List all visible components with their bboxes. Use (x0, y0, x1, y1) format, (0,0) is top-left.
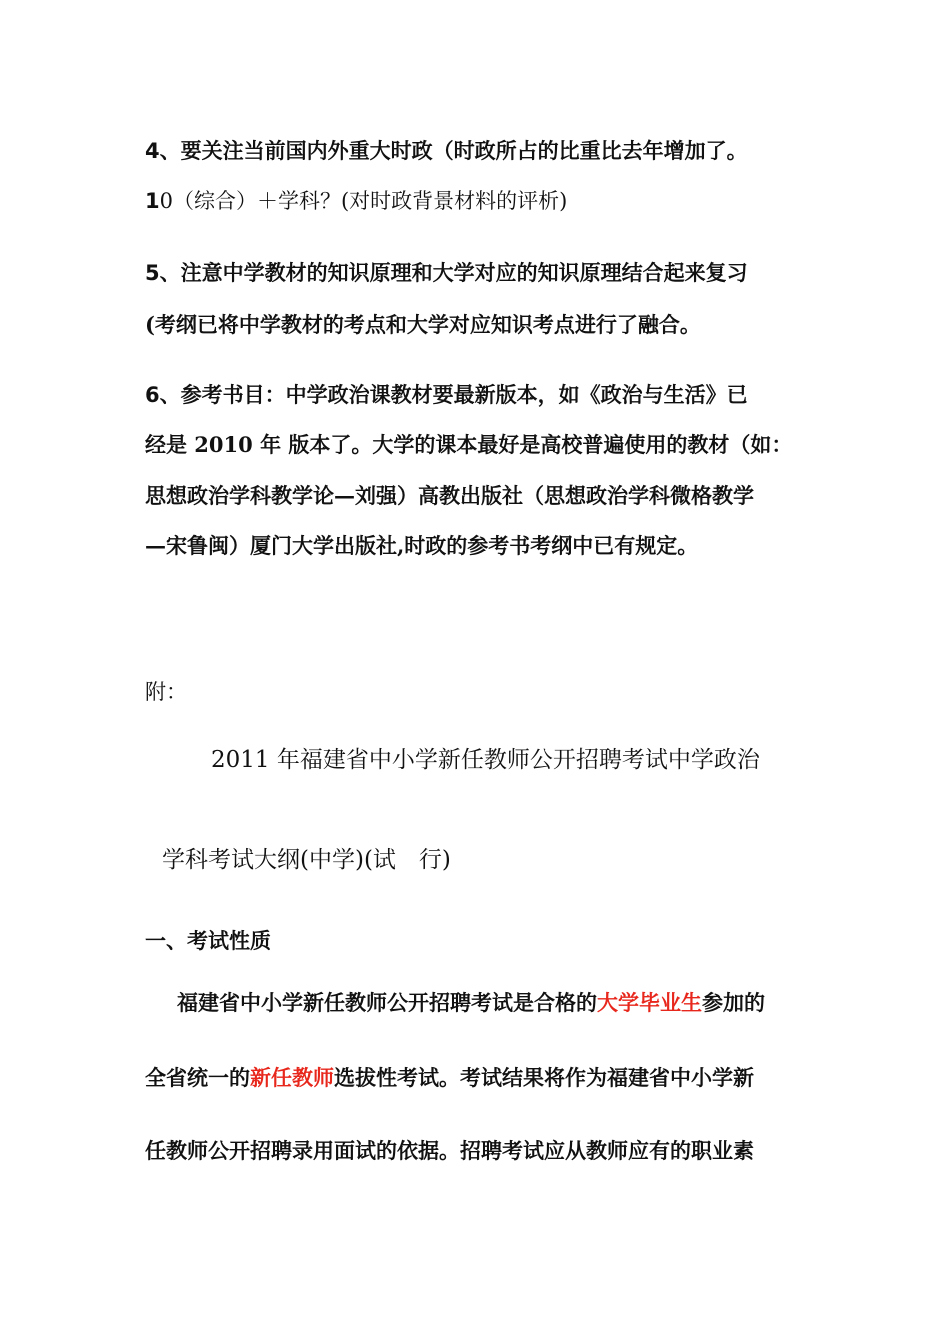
part-1-text-c: 全省统一的 (145, 1065, 250, 1090)
section-6-text: 、参考书目：中学政治课教材要最新版本，如《政治与生活》已 (159, 382, 748, 407)
section-6-line-1 (145, 380, 748, 410)
section-4-line-2 (145, 186, 567, 216)
section-6-line-4: —宋鲁闽）厦门大学出版社,时政的参考书考纲中已有规定。 (145, 533, 699, 558)
section-4-text: 、要关注当前国内外重大时政（时政所占的比重比去年增加了。 (159, 138, 748, 163)
section-6-line-2: 经是 2010 年 版本了。大学的课本最好是高校普遍使用的教材（如： (145, 432, 793, 457)
appendix-label: 附： (145, 680, 187, 704)
part-1-paragraph-line-3: 任教师公开招聘录用面试的依据。招聘考试应从教师应有的职业素 (145, 1138, 754, 1163)
section-5-line-1 (145, 258, 748, 288)
new-teacher-link[interactable]: 新任教师 (250, 1065, 334, 1090)
part-1-heading: 一、考试性质 (145, 928, 271, 953)
section-6-line-3: 思想政治学科教学论—刘强）高教出版社（思想政治学科微格教学 (145, 483, 754, 508)
college-graduate-link[interactable]: 大学毕业生 (597, 990, 702, 1015)
section-5-line-2: (考纲已将中学教材的考点和大学对应知识考点进行了融合。 (145, 312, 701, 337)
outline-title-line-2: 学科考试大纲(中学)(试 行) (162, 847, 451, 873)
section-4-line-2-text: 0（综合）＋学科？(对时政背景材料的评析) (159, 189, 568, 213)
section-6-number: 6 (145, 383, 160, 407)
section-4-number: 4 (145, 139, 160, 163)
section-5-text: 、注意中学教材的知识原理和大学对应的知识原理结合起来复习 (159, 260, 748, 285)
part-1-text-d: 选拔性考试。考试结果将作为福建省中小学新 (334, 1065, 754, 1090)
part-1-paragraph-line-1 (177, 988, 765, 1018)
part-1-paragraph-line-2 (145, 1063, 754, 1093)
part-1-text-b: 参加的 (702, 990, 765, 1015)
outline-title-line-1: 2011 年福建省中小学新任教师公开招聘考试中学政治 (211, 747, 760, 773)
section-4-line-2-number: 1 (145, 189, 160, 213)
section-5-number: 5 (145, 261, 160, 285)
section-4-line-1 (145, 136, 748, 166)
part-1-text-a: 福建省中小学新任教师公开招聘考试是合格的 (177, 990, 597, 1015)
